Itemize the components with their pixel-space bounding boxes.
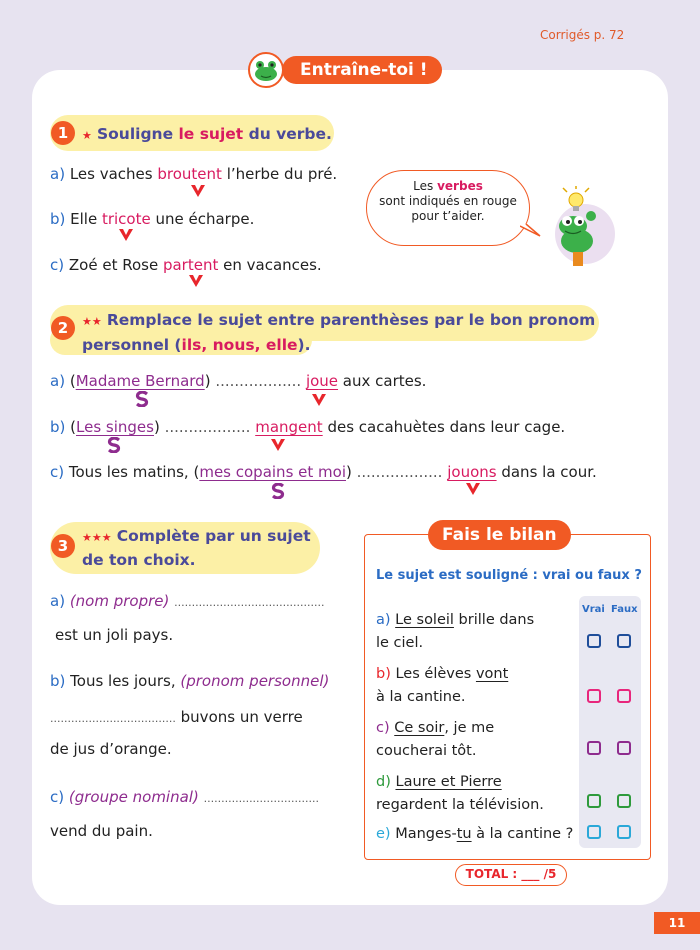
item-label: b) [50,418,66,436]
ex3-item-b [50,672,329,690]
sentence-start: Les vaches [69,165,158,183]
exercise-3-number: 3 [51,534,75,558]
vrai-checkbox-a[interactable] [587,634,601,648]
item-label: c) [376,720,390,736]
underlined-subject: vont [475,666,509,682]
ex1-item-c [50,256,322,274]
heading-text-line2: de ton choix. [82,551,196,569]
item-label: a) [376,612,391,628]
verb-word: partent [162,256,219,274]
ex3-item-c-rest: vend du pain. [50,822,153,840]
item-label: b) [50,672,66,690]
underlined-subject: Laure et Pierre [395,774,502,790]
page-title: Entraîne-toi ! [282,56,442,84]
difficulty-stars: ★ [82,129,92,142]
verb-word: joue [305,372,339,390]
sentence-end: , je me [444,720,495,736]
subject-word: Les singes [76,418,154,436]
subject-word: mes copains et moi [199,463,346,481]
hint-text: (nom propre) [69,592,170,610]
bilan-item-b [376,663,508,709]
answer-blank[interactable]: .................. [164,418,251,436]
exercise-1-heading [82,124,332,143]
sentence-line2: coucherai tôt. [376,743,477,759]
paren: ) [345,463,357,481]
verb-v-mark-icon [190,184,206,198]
corrections-reference: Corrigés p. 72 [540,28,625,42]
sentence-end: à la cantine ? [471,826,574,842]
item-label: a) [50,372,66,390]
exercise-2-number: 2 [51,316,75,340]
bilan-item-c [376,717,494,763]
subject-word: Madame Bernard [75,372,205,390]
vrai-checkbox-e[interactable] [587,825,601,839]
faux-checkbox-d[interactable] [617,794,631,808]
sentence-end: dans la cour. [496,463,597,481]
ex1-item-b [50,210,254,228]
bubble-text-line2: sont indiqués en rouge [379,194,517,208]
item-label: a) [50,165,66,183]
ex1-item-a [50,165,337,183]
ex3-item-b-line2 [50,708,303,726]
faux-checkbox-b[interactable] [617,689,631,703]
faux-checkbox-c[interactable] [617,741,631,755]
heading-text: Remplace le sujet entre parenthèses par le bon pronom [106,311,596,329]
ex2-item-a [50,372,426,390]
bilan-question: Le sujet est souligné : vrai ou faux ? [376,568,642,583]
verb-word: mangent [255,418,323,436]
total-score: TOTAL : ___ /5 [455,864,567,886]
sentence-start: Tous les matins, ( [68,463,200,481]
item-label: d) [376,774,391,790]
vrai-header: Vrai [582,604,605,615]
sentence-end: en vacances. [218,256,322,274]
vrai-checkbox-d[interactable] [587,794,601,808]
bubble-tail-icon [520,224,542,238]
verb-word: jouons [447,463,497,481]
sentence-start: Manges- [395,826,457,842]
paren: ) [153,418,165,436]
bubble-highlight: verbes [437,179,483,193]
sentence-end: brille dans [453,612,535,628]
item-label: c) [50,463,65,481]
bilan-item-a [376,609,534,655]
exercise-2-heading [82,308,595,357]
vrai-checkbox-c[interactable] [587,741,601,755]
verb-v-mark-icon [270,438,286,452]
heading-text-end: du verbe. [243,125,332,143]
heading-text: Souligne [96,125,179,143]
ex3-item-a [50,592,325,610]
item-label: e) [376,826,391,842]
sentence-end: l’herbe du pré. [221,165,338,183]
verb-word: tricote [101,210,151,228]
item-label: b) [376,666,391,682]
answer-blank[interactable]: ................................. [203,792,319,805]
item-label: c) [50,256,65,274]
bubble-text: Les [413,179,438,193]
hint-text: (pronom personnel) [180,672,330,690]
subject-s-mark-icon [135,391,149,407]
heading-highlight: ils, nous, elle [181,336,298,354]
sentence-start: Les élèves [395,666,476,682]
underlined-subject: Ce soir [394,720,445,736]
bilan-item-d [376,771,544,817]
ex3-item-a-rest: est un joli pays. [55,626,174,644]
heading-text-end: ). [297,336,311,354]
sentence-line2: regardent la télévision. [376,797,544,813]
bilan-title: Fais le bilan [428,520,571,550]
paren: ) [204,372,216,390]
page-number: 11 [654,912,700,934]
answer-blank[interactable]: .................................... [50,712,176,725]
faux-checkbox-a[interactable] [617,634,631,648]
answer-blank[interactable]: .................. [356,463,443,481]
difficulty-stars: ★★ [82,315,102,328]
faux-header: Faux [611,604,638,615]
hint-text: (groupe nominal) [68,788,199,806]
underlined-subject: tu [456,826,472,842]
answer-blank[interactable]: .................. [215,372,302,390]
heading-highlight: le sujet [178,125,244,143]
verb-word: broutent [157,165,222,183]
bilan-item-e [376,823,573,846]
item-label: a) [50,592,66,610]
bubble-text-line3: pour t’aider. [411,209,485,223]
sentence-end: des cacahuètes dans leur cage. [322,418,566,436]
frog-mascot-icon [246,52,286,88]
sentence-start: Tous les jours, [70,672,181,690]
verb-v-mark-icon [311,393,327,407]
item-label: c) [50,788,65,806]
verb-v-mark-icon [465,482,481,496]
sentence-start: Elle [70,210,102,228]
sentence-line2: à la cantine. [376,689,466,705]
heading-text: Complète par un sujet [116,527,311,545]
vrai-checkbox-b[interactable] [587,689,601,703]
paren: ( [70,418,77,436]
sentence-line2: le ciel. [376,635,424,651]
exercise-1-number: 1 [51,121,75,145]
exercise-3-heading [82,525,311,571]
sentence-start: Zoé et Rose [68,256,163,274]
subject-s-mark-icon [107,437,121,453]
paren: ( [69,372,76,390]
verb-v-mark-icon [188,274,204,288]
sentence-end: buvons un verre [175,708,303,726]
underlined-subject: Le soleil [395,612,454,628]
heading-text: personnel ( [82,336,182,354]
subject-s-mark-icon [271,483,285,499]
item-label: b) [50,210,66,228]
ex2-item-c [50,463,597,481]
ex3-item-b-line3: de jus d’orange. [50,740,172,758]
hint-speech-bubble [366,170,530,246]
verb-v-mark-icon [118,228,134,242]
sentence-end: aux cartes. [338,372,427,390]
sentence-end: une écharpe. [150,210,255,228]
frog-thinking-mascot-icon [543,186,617,270]
faux-checkbox-e[interactable] [617,825,631,839]
ex3-item-c [50,788,319,806]
ex2-item-b [50,418,565,436]
difficulty-stars: ★★★ [82,531,112,544]
answer-blank[interactable]: ........................................... [174,596,325,609]
